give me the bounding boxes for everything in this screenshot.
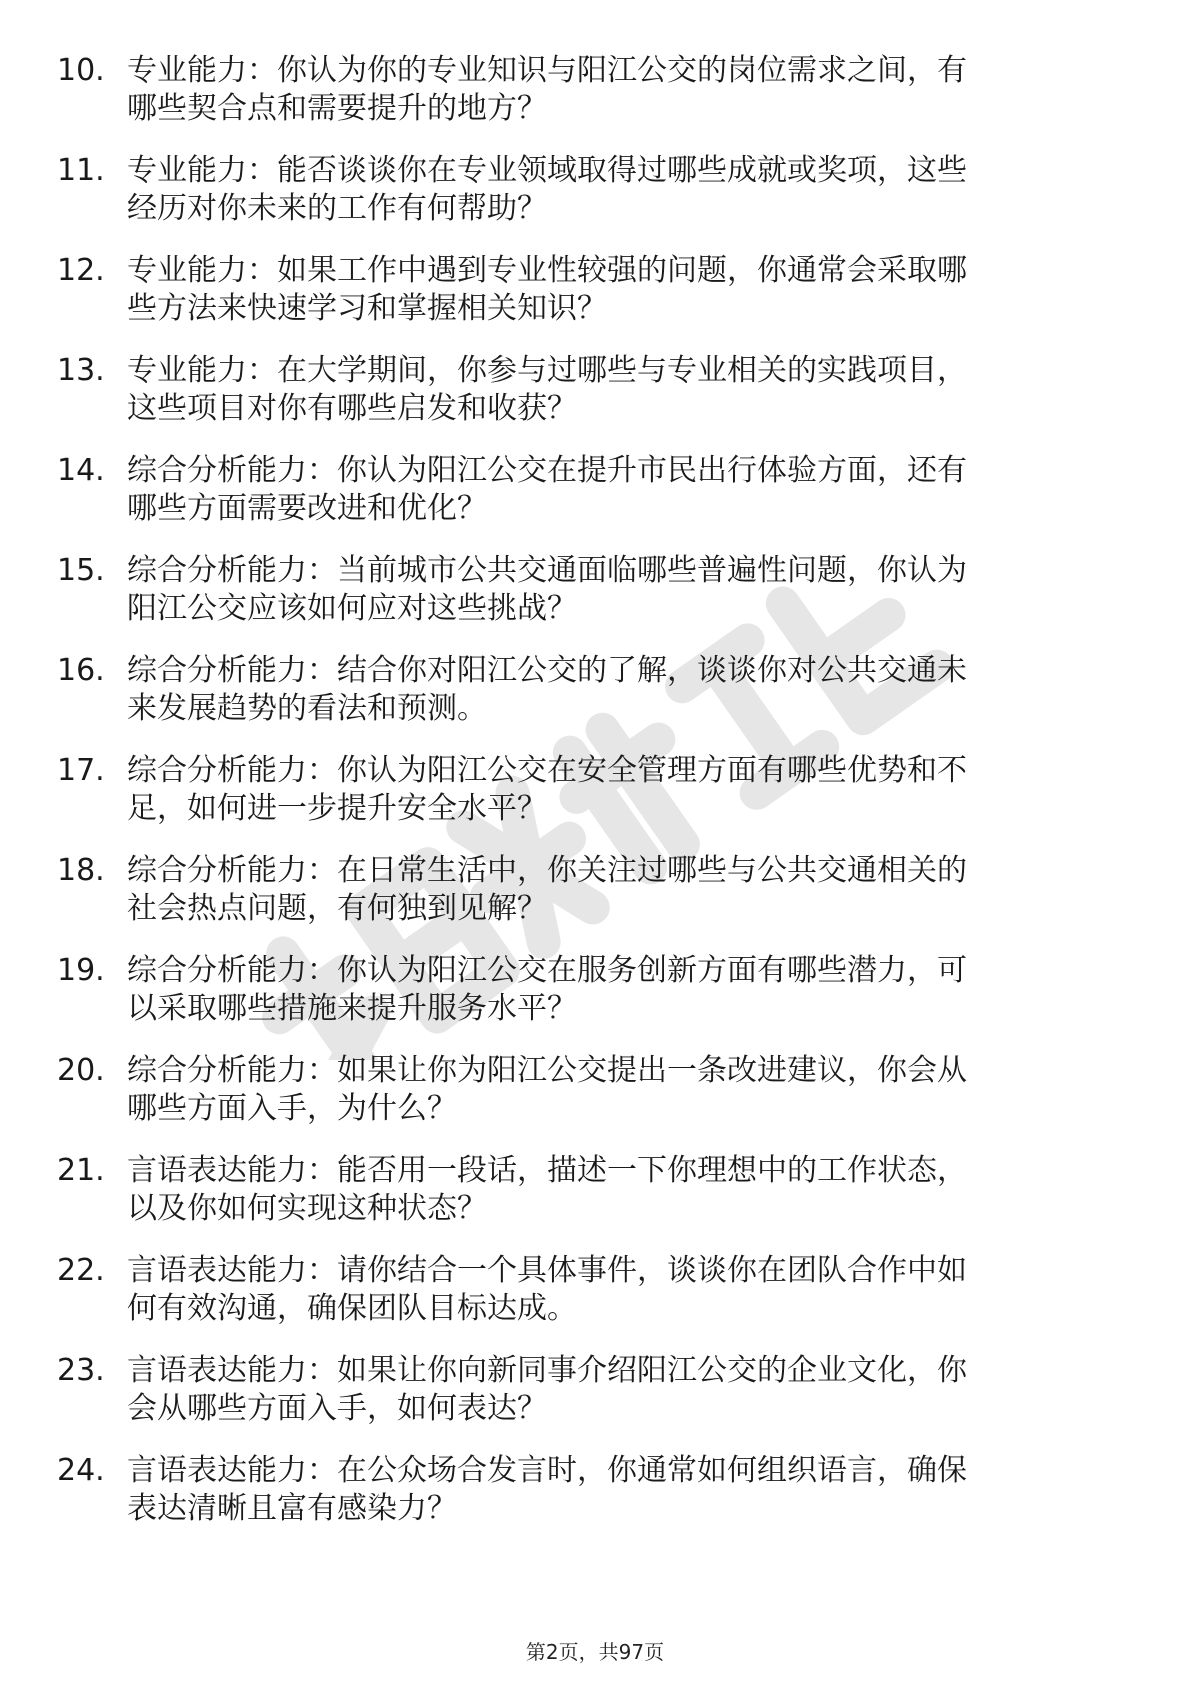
question-text [127,652,1117,728]
question-text-line: 以采取哪些措施来提升服务水平？ [127,991,577,1026]
question-number: 15. [57,553,105,588]
question-text [127,952,1117,1028]
question-number: 21. [57,1153,105,1188]
question-item [57,352,1117,452]
question-text-line: 哪些方面入手，为什么？ [127,1091,457,1126]
question-text [127,252,1117,328]
question-text [127,52,1117,128]
question-text-line: 言语表达能力：能否用一段话，描述一下你理想中的工作状态， [127,1153,967,1188]
question-text [127,452,1117,528]
question-text-line: 专业能力：在大学期间，你参与过哪些与专业相关的实践项目， [127,353,967,388]
question-text [127,1152,1117,1228]
question-text-line: 综合分析能力：当前城市公共交通面临哪些普遍性问题，你认为 [127,553,967,588]
question-text-line: 些方法来快速学习和掌握相关知识？ [127,291,607,326]
question-text-line: 言语表达能力：请你结合一个具体事件，谈谈你在团队合作中如 [127,1253,967,1288]
question-text-line: 综合分析能力：结合你对阳江公交的了解，谈谈你对公共交通未 [127,653,967,688]
question-number: 12. [57,253,105,288]
question-text [127,1452,1117,1528]
question-text-line: 足，如何进一步提升安全水平？ [127,791,547,826]
question-item [57,1252,1117,1352]
question-number: 19. [57,953,105,988]
question-text-line: 经历对你未来的工作有何帮助？ [127,191,547,226]
question-item [57,452,1117,552]
question-text-line: 会从哪些方面入手，如何表达？ [127,1391,547,1426]
question-list [57,52,1117,1552]
question-text-line: 阳江公交应该如何应对这些挑战？ [127,591,577,626]
question-item [57,852,1117,952]
page-number-label: 第2页，共97页 [525,1640,665,1664]
question-item [57,152,1117,252]
question-number: 17. [57,753,105,788]
question-number: 22. [57,1253,105,1288]
question-item [57,1052,1117,1152]
question-text-line: 表达清晰且富有感染力？ [127,1491,457,1526]
question-number: 23. [57,1353,105,1388]
question-number: 20. [57,1053,105,1088]
question-text-line: 专业能力：能否谈谈你在专业领域取得过哪些成就或奖项，这些 [127,153,967,188]
question-text [127,752,1117,828]
question-number: 11. [57,153,105,188]
question-number: 24. [57,1453,105,1488]
question-item [57,652,1117,752]
question-text [127,352,1117,428]
question-item [57,52,1117,152]
question-text-line: 综合分析能力：你认为阳江公交在安全管理方面有哪些优势和不 [127,753,967,788]
question-item [57,1452,1117,1552]
question-number: 16. [57,653,105,688]
question-text [127,1352,1117,1428]
question-item [57,952,1117,1052]
question-text-line: 哪些方面需要改进和优化？ [127,491,487,526]
question-text-line: 综合分析能力：你认为阳江公交在提升市民出行体验方面，还有 [127,453,967,488]
question-text [127,1252,1117,1328]
question-number: 13. [57,353,105,388]
question-text-line: 何有效沟通，确保团队目标达成。 [127,1291,577,1326]
question-text-line: 专业能力：你认为你的专业知识与阳江公交的岗位需求之间，有 [127,53,967,88]
question-number: 14. [57,453,105,488]
question-text [127,152,1117,228]
question-text-line: 综合分析能力：如果让你为阳江公交提出一条改进建议，你会从 [127,1053,967,1088]
question-text [127,552,1117,628]
question-text-line: 来发展趋势的看法和预测。 [127,691,487,726]
question-number: 18. [57,853,105,888]
question-text [127,1052,1117,1128]
question-text-line: 这些项目对你有哪些启发和收获？ [127,391,577,426]
question-text-line: 言语表达能力：如果让你向新同事介绍阳江公交的企业文化，你 [127,1353,967,1388]
question-text-line: 综合分析能力：你认为阳江公交在服务创新方面有哪些潜力，可 [127,953,967,988]
question-text-line: 综合分析能力：在日常生活中，你关注过哪些与公共交通相关的 [127,853,967,888]
question-text-line: 哪些契合点和需要提升的地方？ [127,91,547,126]
question-text-line: 言语表达能力：在公众场合发言时，你通常如何组织语言，确保 [127,1453,967,1488]
question-text [127,852,1117,928]
page-footer [0,1640,1190,1664]
question-item [57,752,1117,852]
question-number: 10. [57,53,105,88]
question-item [57,252,1117,352]
question-text-line: 社会热点问题，有何独到见解？ [127,891,547,926]
question-item [57,1352,1117,1452]
question-item [57,552,1117,652]
question-text-line: 专业能力：如果工作中遇到专业性较强的问题，你通常会采取哪 [127,253,967,288]
question-text-line: 以及你如何实现这种状态？ [127,1191,487,1226]
question-item [57,1152,1117,1252]
